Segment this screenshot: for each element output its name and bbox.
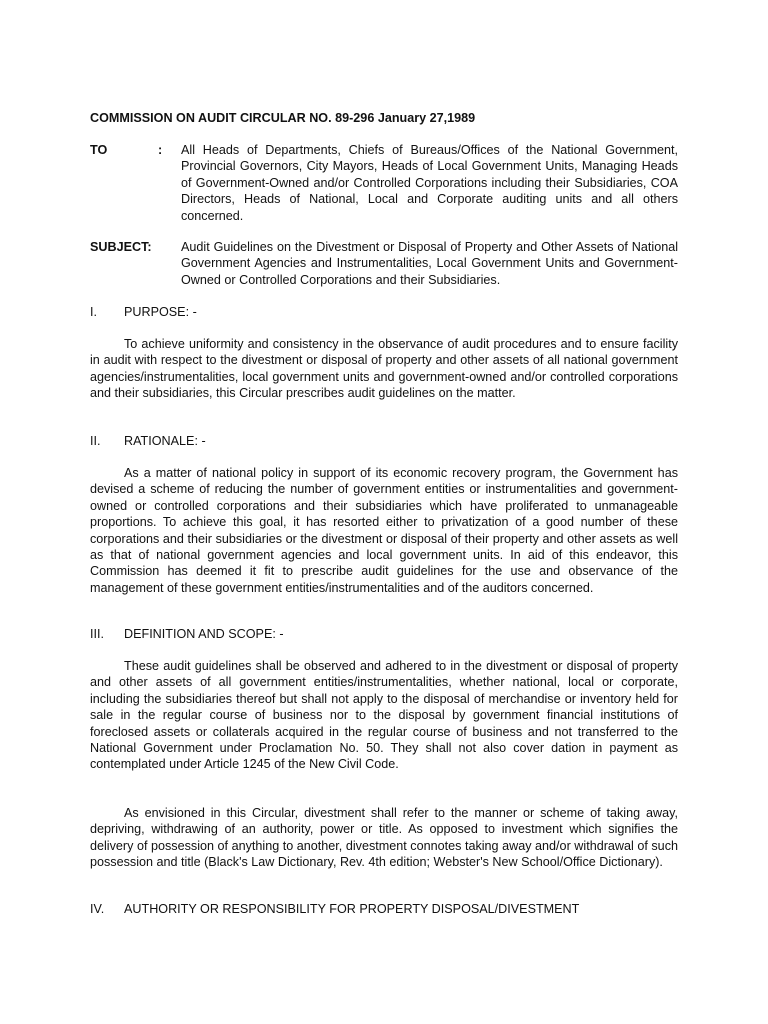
to-colon: : [158,143,163,157]
subject-text: Audit Guidelines on the Divestment or Disposal of Property and Other Assets of National Government Agencies and Instrumentalities, Local Government Units and Government-Owned or Controlled Corporations and their Subsidiaries. [181,240,678,287]
section-number: II. [90,434,101,448]
section-title: DEFINITION AND SCOPE: - [124,627,284,641]
to-label: TO [90,143,108,157]
section-heading [90,626,284,642]
subject-block [90,239,678,288]
divestment-definition-paragraph: As envisioned in this Circular, divestment shall refer to the manner or scheme of taking away, depriving, withdrawing of an authority, power or title. As opposed to investment which signifies the delivery of possession of anything to another, divestment connotes taking away and/or withdrawal of such possession and title (Black's Law Dictionary, Rev. 4th edition; Webster's New School/Office Dictionary). [90,806,678,870]
scope-paragraph: These audit guidelines shall be observed and adhered to in the divestment or disposal of property and other assets of all government entities/instrumentalities, whether national, local or corporate, including the subsidiaries thereof but shall not apply to the disposal of merchandise or inventory held for sale in the regular course of business nor to the disposal by government financial institutions of foreclosed assets or collaterals acquired in the regular course of business and not transferred to the National Government under Proclamation No. 50. They shall not also cover dation in payment as contemplated under Article 1245 of the New Civil Code. [90,659,678,772]
section-heading [90,433,206,449]
to-block [90,142,678,224]
subject-label: SUBJECT: [90,240,152,254]
section-heading [90,304,197,320]
section-number: IV. [90,902,105,916]
purpose-paragraph: To achieve uniformity and consistency in the observance of audit procedures and to ensure facility in audit with respect to the divestment or disposal of property and other assets of all national government agencies/instrumentalities, local government units and government-owned and/or controlled corporations and their subsidiaries, this Circular prescribes audit guidelines on the matter. [90,337,678,401]
section-title: PURPOSE: - [124,305,197,319]
section-number: I. [90,305,97,319]
section-heading [90,901,579,917]
section-title: AUTHORITY OR RESPONSIBILITY FOR PROPERTY DISPOSAL/DIVESTMENT [124,902,580,916]
rationale-paragraph: As a matter of national policy in support of its economic recovery program, the Government has devised a scheme of reducing the number of government entities or instrumentalities and government-owned or controlled corporations and their subsidiaries which have proliferated to unmanageable proportions. To achieve this goal, it has resorted either to privatization of a good number of these corporations and their subsidiaries or the divestment or disposal of their property and other assets as well as that of national government agencies and local government units. In aid of this endeavor, this Commission has deemed it fit to prescribe audit guidelines for the use and observance of the management of these government entities/instrumentalities and of the auditors concerned. [90,466,678,595]
section-title: RATIONALE: - [124,434,206,448]
to-recipients: All Heads of Departments, Chiefs of Bureaus/Offices of the National Government, Provincial Governors, City Mayors, Heads of Local Government Units, Managing Heads of Government-Owned and/or Controlled Corporations including their Subsidiaries, COA Directors, Heads of National, Local and Corporate auditing units and all others concerned. [181,143,678,223]
circular-title: COMMISSION ON AUDIT CIRCULAR NO. 89-296 January 27,1989 [90,111,476,125]
section-number: III. [90,627,104,641]
